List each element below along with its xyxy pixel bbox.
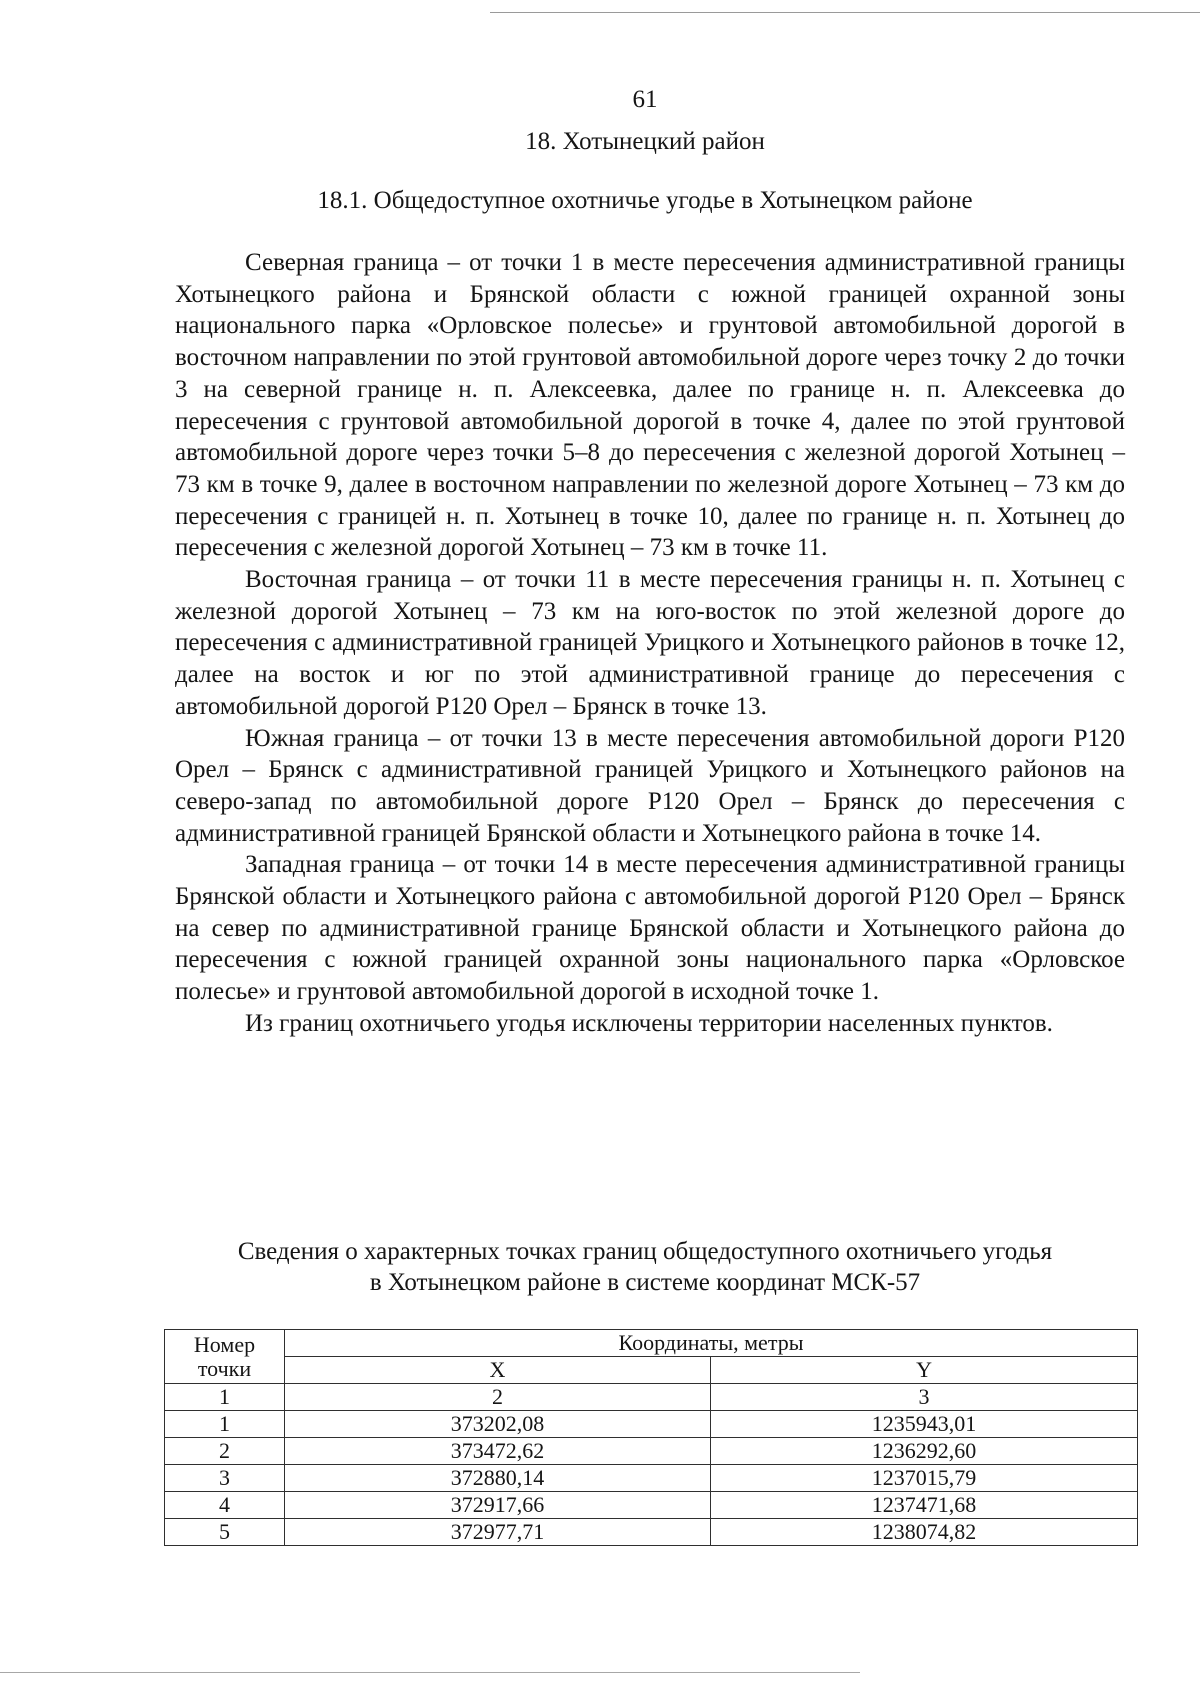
document-body xyxy=(175,247,1125,1040)
paragraph-northern-border: Северная граница – от точки 1 в месте пересечения административной границы Хотынецкого района и Брянской области с южной границей охранной зоны национального парка «Орловское полесье» и грунтовой автомобильной дорогой в восточном направлении по этой грунтовой автомобильной дороге через точку 2 до точки 3 на северной границе н. п. Алексеевка, далее по границе н. п. Алексеевка до пересечения с грунтовой автомобильной дорогой в точке 4, далее по этой грунтовой автомобильной дороге через точки 5–8 до пересечения с железной дорогой Хотынец – 73 км в точке 9, далее в восточном направлении по железной дороге Хотынец – 73 км до пересечения с границей н. п. Хотынец в точке 10, далее по границе н. п. Хотынец до пересечения с железной дорогой Хотынец – 73 км в точке 11. xyxy=(175,249,1125,562)
point-number-cell: 1 xyxy=(165,1411,285,1438)
y-coordinate-cell: 1237471,68 xyxy=(711,1492,1138,1519)
x-header: X xyxy=(285,1357,711,1384)
x-coordinate-cell: 373472,62 xyxy=(285,1438,711,1465)
table-caption xyxy=(0,1236,1200,1298)
x-coordinate-cell: 373202,08 xyxy=(285,1411,711,1438)
subsection-title: 18.1. Общедоступное охотничье угодье в Хотынецком районе xyxy=(317,187,973,214)
y-coordinate-cell: 1238074,82 xyxy=(711,1519,1138,1546)
point-number-cell: 4 xyxy=(165,1492,285,1519)
section-title: 18. Хотынецкий район xyxy=(525,128,765,155)
table-row xyxy=(165,1519,1138,1546)
y-coordinate-cell: 1237015,79 xyxy=(711,1465,1138,1492)
x-coordinate-cell: 372880,14 xyxy=(285,1465,711,1492)
paragraph-western-border: Западная граница – от точки 14 в месте пересечения административной границы Брянской области и Хотынецкого района с автомобильной дорогой Р120 Орел – Брянск на север по административной границе Брянской области и Хотынецкого района до пересечения с южной границей охранной зоны национального парка «Орловское полесье» и грунтовой автомобильной дорогой в исходной точке 1. xyxy=(175,851,1125,1006)
page-number: 61 xyxy=(632,86,658,113)
point-number-cell: 2 xyxy=(165,1438,285,1465)
column-number-row xyxy=(165,1384,1138,1411)
table-row xyxy=(165,1492,1138,1519)
table-row xyxy=(165,1438,1138,1465)
coordinates-table xyxy=(164,1329,1138,1546)
point-number-cell: 3 xyxy=(165,1465,285,1492)
paragraph-eastern-border: Восточная граница – от точки 11 в месте пересечения границы н. п. Хотынец с железной дорогой Хотынец – 73 км на юго-восток по этой железной дороге до пересечения с административной границей Урицкого и Хотынецкого районов в точке 12, далее на восток и юг по этой административной границе до пересечения с автомобильной дорогой Р120 Орел – Брянск в точке 13. xyxy=(175,566,1125,720)
coordinates-header: Координаты, метры xyxy=(285,1330,1138,1357)
table-row xyxy=(165,1411,1138,1438)
x-coordinate-cell: 372977,71 xyxy=(285,1519,711,1546)
table-caption-line-2: в Хотынецком районе в системе координат МСК-57 xyxy=(369,1269,921,1296)
y-coordinate-cell: 1236292,60 xyxy=(711,1438,1138,1465)
point-number-header: Номер точки xyxy=(165,1330,285,1384)
scan-top-line xyxy=(490,12,1200,13)
column-number: 3 xyxy=(711,1384,1138,1411)
table-header-row-1 xyxy=(165,1330,1138,1357)
table-caption-line-1: Сведения о характерных точках границ общедоступного охотничьего угодья xyxy=(237,1238,1053,1265)
table-row xyxy=(165,1465,1138,1492)
x-coordinate-cell: 372917,66 xyxy=(285,1492,711,1519)
point-number-cell: 5 xyxy=(165,1519,285,1546)
y-coordinate-cell: 1235943,01 xyxy=(711,1411,1138,1438)
paragraph-exclusions: Из границ охотничьего угодья исключены территории населенных пунктов. xyxy=(245,1009,1053,1037)
scan-bottom-line xyxy=(0,1672,860,1673)
column-number: 2 xyxy=(285,1384,711,1411)
paragraph-southern-border: Южная граница – от точки 13 в месте пересечения автомобильной дороги Р120 Орел – Брянск с административной границей Урицкого и Хотынецкого районов на северо-запад по автомобильной дороге Р120 Орел – Брянск до пересечения с административной границей Брянской области и Хотынецкого района в точке 14. xyxy=(175,724,1125,847)
column-number: 1 xyxy=(165,1384,285,1411)
y-header: Y xyxy=(711,1357,1138,1384)
table-header-row-2 xyxy=(165,1357,1138,1384)
